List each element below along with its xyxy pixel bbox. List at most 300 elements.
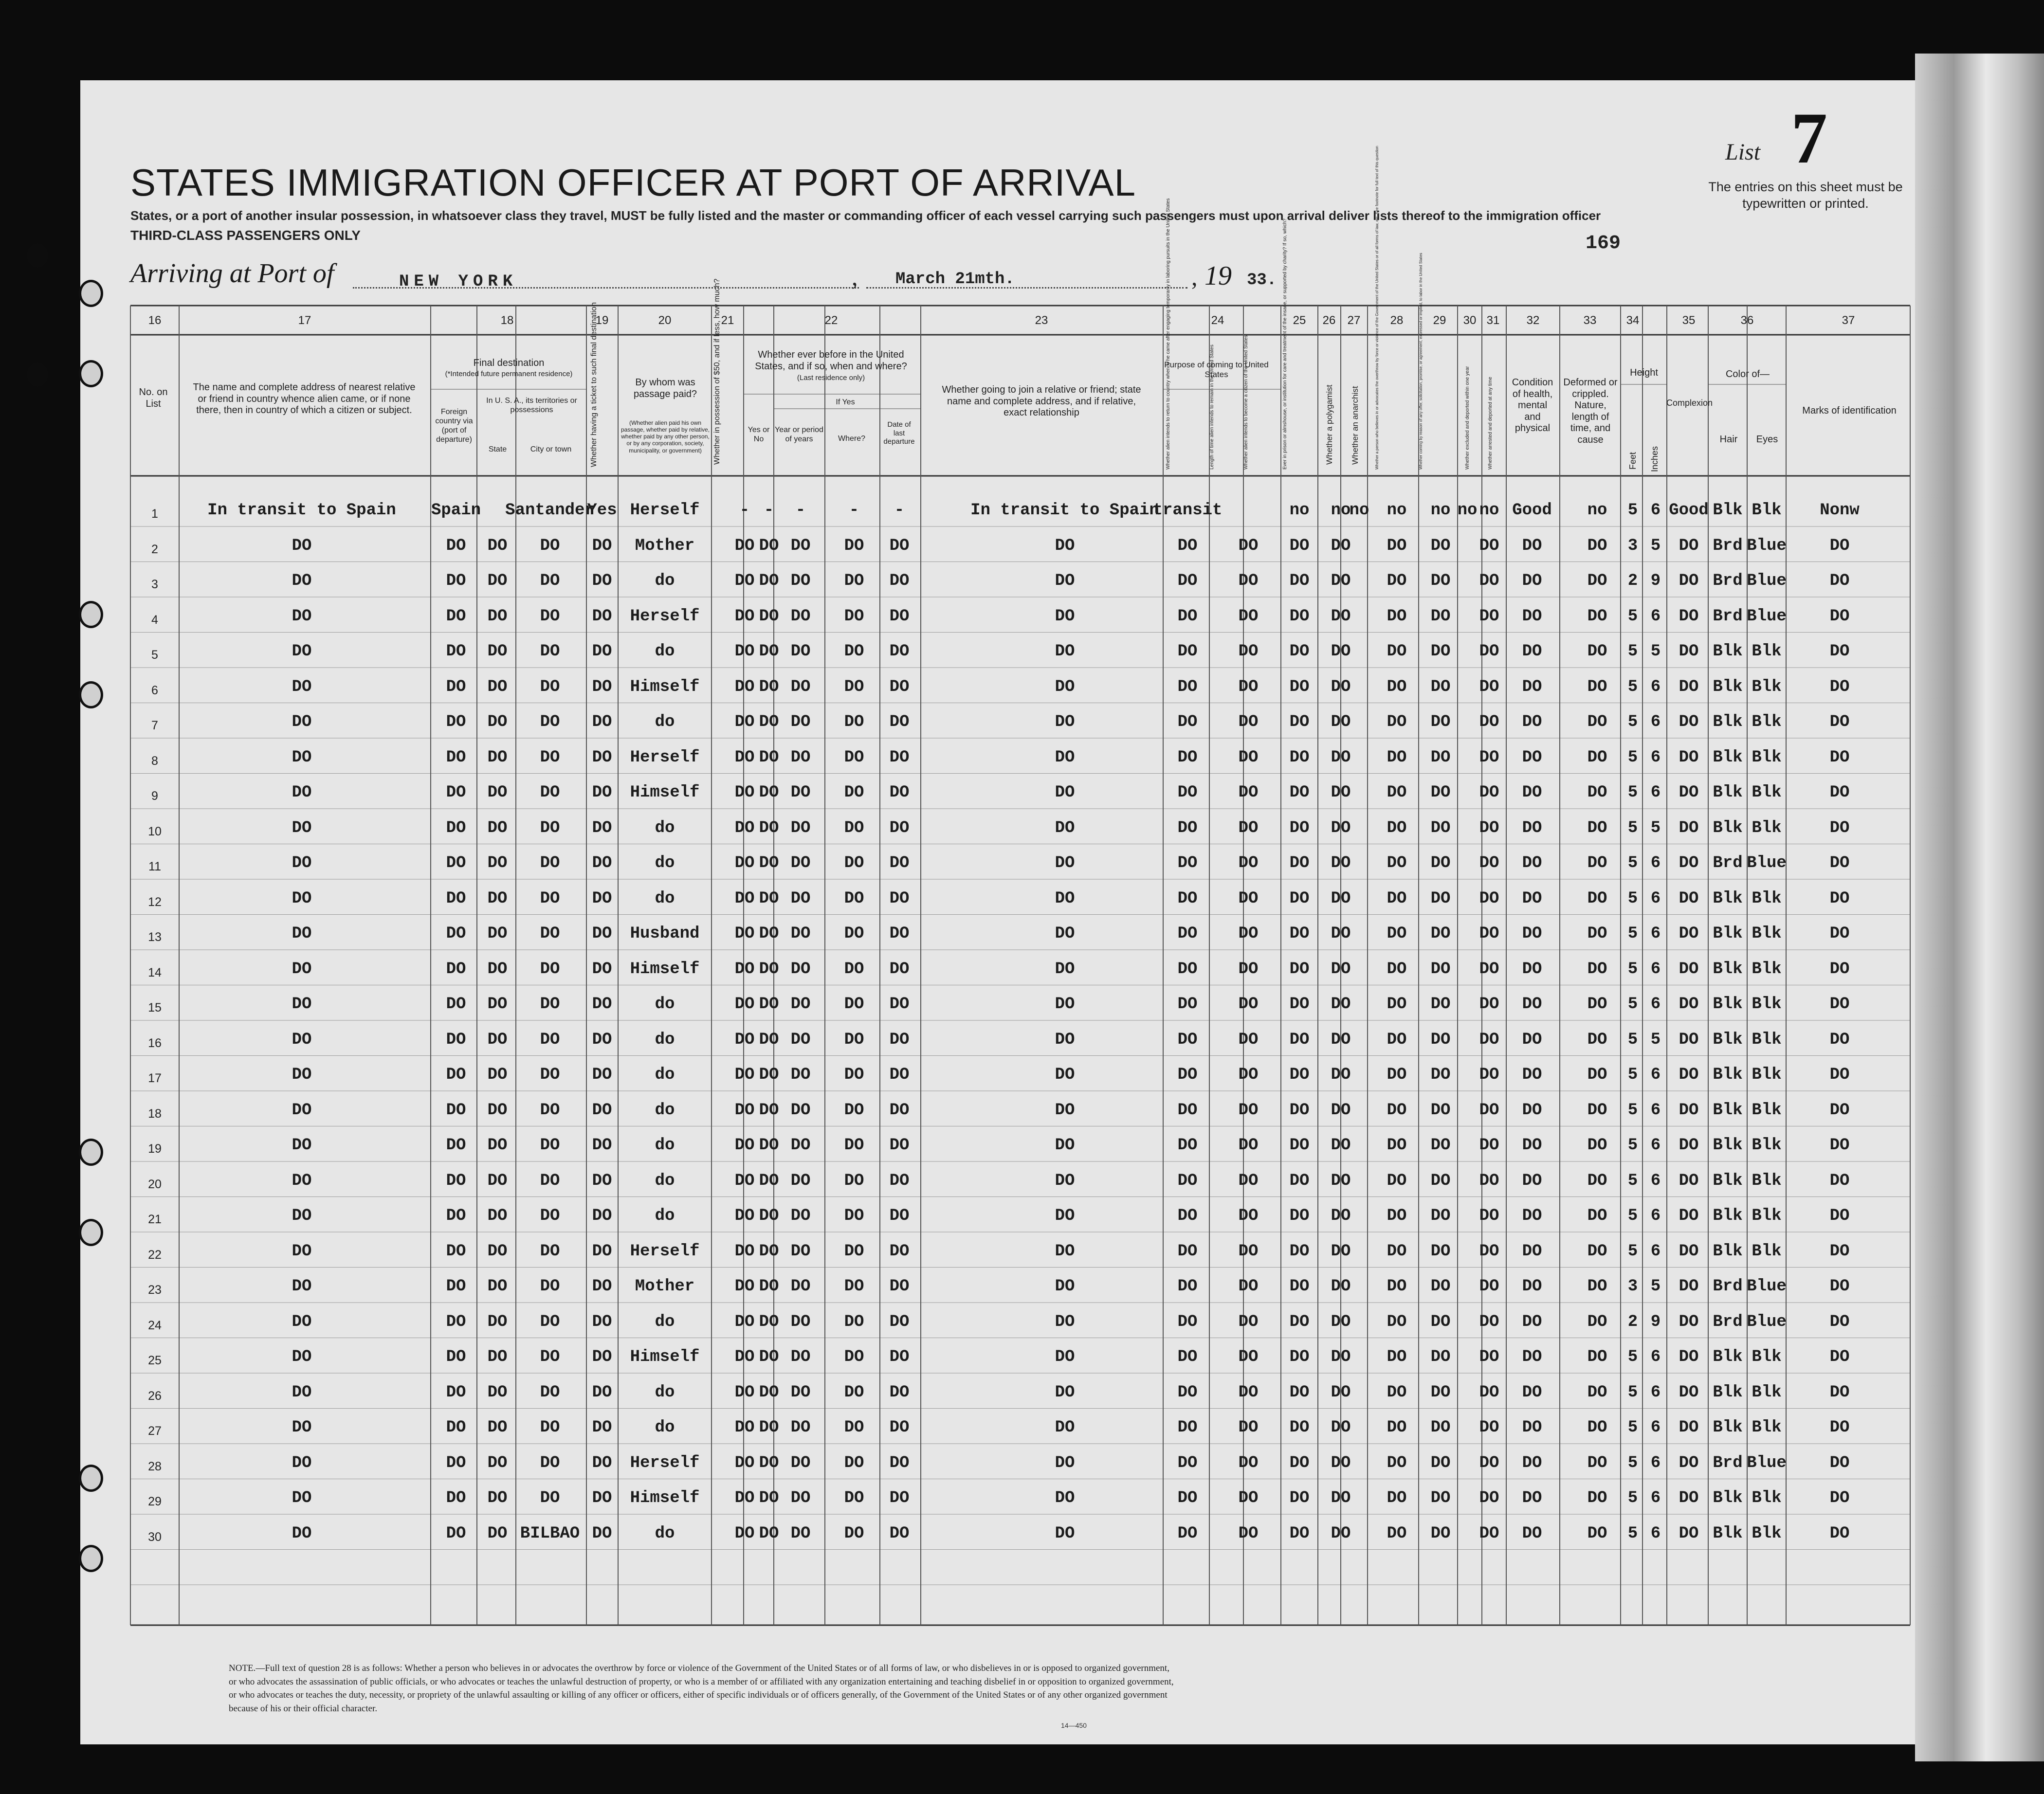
cell-yn: DO <box>759 572 779 590</box>
cell-dt: DO <box>889 572 910 590</box>
cell-q28: DO <box>1387 1242 1407 1261</box>
cell-hair: Blk <box>1713 1418 1743 1437</box>
cell-m: DO <box>734 1030 755 1049</box>
cell-yn: DO <box>759 1066 779 1084</box>
cell-m: DO <box>734 818 755 837</box>
cell-prs: DO <box>1289 818 1310 837</box>
cell-rel: DO <box>292 1312 312 1331</box>
cell-def: DO <box>1587 1418 1607 1437</box>
list-label: List <box>1725 139 1761 165</box>
cell-dt: - <box>894 501 905 520</box>
cell-q28: DO <box>1387 1207 1407 1225</box>
comma: , <box>1191 263 1198 290</box>
cell-st: DO <box>487 1489 508 1507</box>
cell-join: DO <box>1055 1171 1075 1190</box>
cell-def: DO <box>1587 677 1607 696</box>
cell-q28: DO <box>1387 889 1407 908</box>
cell-st: DO <box>487 1277 508 1296</box>
row-number: 13 <box>148 930 162 944</box>
cell-m: DO <box>734 642 755 661</box>
cell-in: 5 <box>1650 1030 1661 1049</box>
cell-rel: DO <box>292 1242 312 1261</box>
cell-q29: DO <box>1430 854 1451 872</box>
column-number: 17 <box>298 314 311 327</box>
cell-ft: 5 <box>1627 1383 1638 1402</box>
cell-prs: DO <box>1289 713 1310 731</box>
header-before-us: Whether ever before in the United States, and if so, when and where? <box>755 349 907 372</box>
cell-wh: DO <box>844 1242 864 1261</box>
cell-hair: Blk <box>1713 1348 1743 1366</box>
cell-pp: do <box>655 1066 675 1084</box>
cell-q28: DO <box>1387 713 1407 731</box>
cell-fc: DO <box>446 889 466 908</box>
cell-q29: DO <box>1430 713 1451 731</box>
cell-m: DO <box>734 607 755 626</box>
cell-prs: DO <box>1289 1136 1310 1155</box>
cell-eye: Blk <box>1752 889 1782 908</box>
cell-tk: DO <box>592 995 612 1014</box>
cell-m: - <box>739 501 750 520</box>
cell-cx: DO <box>1679 1171 1699 1190</box>
cell-ft: 5 <box>1627 1348 1638 1366</box>
cell-ft: 3 <box>1627 1277 1638 1296</box>
cell-in: 5 <box>1650 818 1661 837</box>
column-number: 20 <box>658 314 672 327</box>
cell-p1: DO <box>1177 1030 1198 1049</box>
cell-in: 6 <box>1650 924 1661 943</box>
cell-def: DO <box>1587 1207 1607 1225</box>
cell-wh: DO <box>844 1066 864 1084</box>
cell-hair: Brd <box>1713 1453 1743 1472</box>
cell-wh: DO <box>844 1207 864 1225</box>
cell-rel: DO <box>292 572 312 590</box>
header-q30: Whether excluded and deported within one year <box>1465 366 1470 470</box>
cell-pp: do <box>655 1030 675 1049</box>
cell-def: DO <box>1587 1171 1607 1190</box>
header-q28: Whether a person who believes in or advocates the overthrow by force or violence of the Government of the United States or of all forms of law, etc. See footnote for full text of this question <box>1375 145 1379 470</box>
cell-q31: DO <box>1479 960 1499 979</box>
cell-in: 6 <box>1650 1101 1661 1120</box>
cell-def: DO <box>1587 1524 1607 1543</box>
cell-q31: DO <box>1479 1418 1499 1437</box>
row-number: 2 <box>151 542 158 556</box>
cell-q29: DO <box>1430 783 1451 802</box>
cell-city: DO <box>540 1242 560 1261</box>
cell-hl: DO <box>1522 1277 1542 1296</box>
cell-def: DO <box>1587 889 1607 908</box>
cell-p1: DO <box>1177 713 1198 731</box>
cell-dt: DO <box>889 1418 910 1437</box>
cell-mk: DO <box>1829 677 1850 696</box>
row-number: 30 <box>148 1530 162 1544</box>
cell-p2: DO <box>1238 924 1259 943</box>
cell-p2: DO <box>1238 1207 1259 1225</box>
cell-fc: DO <box>446 1383 466 1402</box>
cell-m: DO <box>734 1312 755 1331</box>
cell-tk: DO <box>592 1171 612 1190</box>
cell-tk: DO <box>592 1524 612 1543</box>
cell-fc: DO <box>446 854 466 872</box>
cell-city: DO <box>540 1277 560 1296</box>
cell-poly: DO <box>1331 995 1351 1014</box>
cell-def: DO <box>1587 1030 1607 1049</box>
cell-eye: Blue <box>1747 607 1787 626</box>
cell-fc: DO <box>446 1066 466 1084</box>
form-number: 14—450 <box>1061 1722 1087 1729</box>
cell-in: 6 <box>1650 1453 1661 1472</box>
column-number: 23 <box>1035 314 1048 327</box>
cell-q29: DO <box>1430 677 1451 696</box>
cell-rel: DO <box>292 1489 312 1507</box>
column-number: 34 <box>1626 314 1640 327</box>
cell-p2: DO <box>1238 713 1259 731</box>
cell-st: DO <box>487 1418 508 1437</box>
cell-q29: DO <box>1430 642 1451 661</box>
cell-prs: DO <box>1289 1242 1310 1261</box>
cell-def: no <box>1587 501 1607 520</box>
cell-ft: 5 <box>1627 889 1638 908</box>
cell-dt: DO <box>889 1524 910 1543</box>
cell-fc: DO <box>446 1277 466 1296</box>
cell-dt: DO <box>889 677 910 696</box>
cell-hl: DO <box>1522 1066 1542 1084</box>
row-number: 15 <box>148 1001 162 1015</box>
cell-p2: DO <box>1238 783 1259 802</box>
row-number: 12 <box>148 895 162 909</box>
cell-pp: Himself <box>630 1348 700 1366</box>
cell-poly: DO <box>1331 1207 1351 1225</box>
cell-yn: DO <box>759 748 779 767</box>
cell-p2: DO <box>1238 1066 1259 1084</box>
cell-st: DO <box>487 1207 508 1225</box>
cell-tk: DO <box>592 607 612 626</box>
cell-hl: DO <box>1522 1207 1542 1225</box>
cell-cx: DO <box>1679 713 1699 731</box>
cell-p1: DO <box>1177 1418 1198 1437</box>
cell-yr: DO <box>790 1066 811 1084</box>
column-number: 22 <box>824 314 838 327</box>
cell-q30: no <box>1457 501 1478 520</box>
cell-wh: DO <box>844 536 864 555</box>
cell-in: 6 <box>1650 995 1661 1014</box>
cell-hair: Blk <box>1713 889 1743 908</box>
cell-in: 6 <box>1650 1348 1661 1366</box>
cell-mk: DO <box>1829 924 1850 943</box>
cell-dt: DO <box>889 1136 910 1155</box>
cell-dt: DO <box>889 960 910 979</box>
cell-eye: Blk <box>1752 1101 1782 1120</box>
cell-def: DO <box>1587 713 1607 731</box>
cell-poly: DO <box>1331 1030 1351 1049</box>
cell-pp: do <box>655 713 675 731</box>
cell-yn: DO <box>759 1171 779 1190</box>
cell-def: DO <box>1587 1312 1607 1331</box>
cell-q28: DO <box>1387 960 1407 979</box>
cell-poly: DO <box>1331 1418 1351 1437</box>
cell-fc: DO <box>446 607 466 626</box>
cell-dt: DO <box>889 1030 910 1049</box>
intro-line: States, or a port of another insular possession, in whatsoever class they travel, MUST be fully listed and the master or commanding officer of each vessel carrying such passengers must upon arrival deliver lists thereof to the immigration officer <box>130 208 1601 223</box>
cell-hair: Blk <box>1713 642 1743 661</box>
cell-join: In transit to Spain <box>970 501 1159 520</box>
cell-join: DO <box>1055 1136 1075 1155</box>
cell-yn: DO <box>759 642 779 661</box>
cell-mk: DO <box>1829 818 1850 837</box>
cell-hair: Blk <box>1713 677 1743 696</box>
cell-yr: DO <box>790 1101 811 1120</box>
cell-ft: 5 <box>1627 1524 1638 1543</box>
cell-st: DO <box>487 1453 508 1472</box>
cell-dt: DO <box>889 1171 910 1190</box>
cell-hair: Brd <box>1713 572 1743 590</box>
cell-m: DO <box>734 713 755 731</box>
cell-yn: DO <box>759 1524 779 1543</box>
cell-q31: DO <box>1479 1171 1499 1190</box>
cell-rel: DO <box>292 1171 312 1190</box>
cell-p1: DO <box>1177 995 1198 1014</box>
cell-yr: DO <box>790 1524 811 1543</box>
header-purpose: Purpose of coming to United States <box>1164 360 1269 380</box>
cell-join: DO <box>1055 889 1075 908</box>
cell-mk: DO <box>1829 889 1850 908</box>
cell-q31: DO <box>1479 677 1499 696</box>
cell-wh: DO <box>844 572 864 590</box>
cell-cx: DO <box>1679 572 1699 590</box>
cell-p1: DO <box>1177 1453 1198 1472</box>
cell-fc: Spain <box>431 501 481 520</box>
cell-p2: DO <box>1238 748 1259 767</box>
cell-q28: DO <box>1387 924 1407 943</box>
cell-tk: DO <box>592 1277 612 1296</box>
row-number: 22 <box>148 1248 162 1262</box>
cell-join: DO <box>1055 854 1075 872</box>
cell-fc: DO <box>446 1453 466 1472</box>
cell-fc: DO <box>446 1171 466 1190</box>
cell-dt: DO <box>889 1312 910 1331</box>
cell-q28: DO <box>1387 1418 1407 1437</box>
cell-prs: DO <box>1289 1101 1310 1120</box>
cell-hair: Brd <box>1713 536 1743 555</box>
column-number: 25 <box>1293 314 1306 327</box>
header-yes-no: Yes or No <box>748 426 770 443</box>
list-number: 7 <box>1791 98 1827 179</box>
cell-pp: Herself <box>630 748 700 767</box>
cell-prs: DO <box>1289 1453 1310 1472</box>
cell-st: DO <box>487 1312 508 1331</box>
cell-dt: DO <box>889 854 910 872</box>
cell-pp: do <box>655 995 675 1014</box>
cell-in: 6 <box>1650 854 1661 872</box>
cell-fc: DO <box>446 1348 466 1366</box>
column-number: 26 <box>1322 314 1336 327</box>
cell-join: DO <box>1055 960 1075 979</box>
cell-fc: DO <box>446 713 466 731</box>
cell-hl: DO <box>1522 924 1542 943</box>
cell-tk: DO <box>592 783 612 802</box>
cell-p1: DO <box>1177 1383 1198 1402</box>
cell-join: DO <box>1055 1207 1075 1225</box>
cell-anar: no <box>1349 501 1369 520</box>
cell-join: DO <box>1055 1348 1075 1366</box>
cell-tk: DO <box>592 1207 612 1225</box>
cell-p1: DO <box>1177 783 1198 802</box>
cell-q28: no <box>1387 501 1407 520</box>
cell-city: DO <box>540 677 560 696</box>
cell-p2: DO <box>1238 818 1259 837</box>
cell-city: DO <box>540 995 560 1014</box>
cell-hl: Good <box>1512 501 1552 520</box>
cell-wh: DO <box>844 748 864 767</box>
cell-m: DO <box>734 748 755 767</box>
cell-rel: DO <box>292 713 312 731</box>
cell-poly: DO <box>1331 1136 1351 1155</box>
cell-hl: DO <box>1522 1489 1542 1507</box>
cell-city: BILBAO <box>520 1524 580 1543</box>
header-foreign-country: Foreign country via (port of departure) <box>435 408 473 444</box>
cell-hl: DO <box>1522 572 1542 590</box>
cell-q31: DO <box>1479 748 1499 767</box>
cell-in: 6 <box>1650 783 1661 802</box>
cell-join: DO <box>1055 995 1075 1014</box>
cell-city: DO <box>540 1101 560 1120</box>
cell-hair: Brd <box>1713 607 1743 626</box>
cell-p2: DO <box>1238 572 1259 590</box>
cell-mk: DO <box>1829 1489 1850 1507</box>
cell-tk: DO <box>592 960 612 979</box>
cell-m: DO <box>734 889 755 908</box>
arrival-date: March 21mth. <box>895 270 1015 289</box>
cell-pp: Himself <box>630 1489 700 1507</box>
cell-yn: DO <box>759 1277 779 1296</box>
cell-p2: DO <box>1238 1453 1259 1472</box>
cell-hair: Blk <box>1713 1066 1743 1084</box>
cell-q31: DO <box>1479 1489 1499 1507</box>
column-number: 30 <box>1463 314 1477 327</box>
cell-wh: DO <box>844 1453 864 1472</box>
cell-def: DO <box>1587 1277 1607 1296</box>
cell-q31: DO <box>1479 1277 1499 1296</box>
cell-q28: DO <box>1387 1489 1407 1507</box>
header-q29: Whether coming by reason of any offer, solicitation, promise, or agreement, expressed or implied, to labor in the United States <box>1419 253 1423 470</box>
cell-eye: Blk <box>1752 1171 1782 1190</box>
cell-p1: transit <box>1152 501 1223 520</box>
cell-q31: DO <box>1479 1207 1499 1225</box>
cell-q31: DO <box>1479 924 1499 943</box>
cell-cx: DO <box>1679 960 1699 979</box>
cell-tk: DO <box>592 1418 612 1437</box>
cell-p2: DO <box>1238 1136 1259 1155</box>
header-deformed: Deformed or crippled. Nature, length of time, and cause <box>1563 377 1618 445</box>
cell-city: DO <box>540 783 560 802</box>
cell-ft: 5 <box>1627 1136 1638 1155</box>
cell-p2: DO <box>1238 854 1259 872</box>
cell-poly: DO <box>1331 889 1351 908</box>
cell-q29: DO <box>1430 1101 1451 1120</box>
cell-p1: DO <box>1177 677 1198 696</box>
cell-eye: Blue <box>1747 854 1787 872</box>
cell-p1: DO <box>1177 1489 1198 1507</box>
cell-join: DO <box>1055 1453 1075 1472</box>
header-purpose-return: Whether alien intends to return to country whence he came after engaging temporarily in laboring pursuits in the United States <box>1166 198 1171 470</box>
cell-fc: DO <box>446 1030 466 1049</box>
cell-st: DO <box>487 1066 508 1084</box>
cell-cx: DO <box>1679 1453 1699 1472</box>
cell-prs: DO <box>1289 642 1310 661</box>
cell-m: DO <box>734 854 755 872</box>
cell-yr: DO <box>790 677 811 696</box>
row-number: 14 <box>148 965 162 979</box>
cell-eye: Blue <box>1747 1453 1787 1472</box>
cell-eye: Blk <box>1752 1242 1782 1261</box>
cell-pp: do <box>655 1136 675 1155</box>
cell-q28: DO <box>1387 1348 1407 1366</box>
cell-mk: DO <box>1829 1383 1850 1402</box>
cell-yr: DO <box>790 995 811 1014</box>
cell-wh: DO <box>844 677 864 696</box>
cell-p2: DO <box>1238 1489 1259 1507</box>
cell-rel: DO <box>292 1207 312 1225</box>
cell-wh: DO <box>844 1101 864 1120</box>
cell-dt: DO <box>889 1489 910 1507</box>
cell-wh: DO <box>844 1348 864 1366</box>
cell-mk: DO <box>1829 748 1850 767</box>
cell-m: DO <box>734 1101 755 1120</box>
row-number: 26 <box>148 1389 162 1403</box>
cell-hair: Blk <box>1713 783 1743 802</box>
cell-join: DO <box>1055 677 1075 696</box>
cell-poly: DO <box>1331 1171 1351 1190</box>
cell-rel: DO <box>292 995 312 1014</box>
cell-q29: DO <box>1430 1242 1451 1261</box>
cell-hl: DO <box>1522 1524 1542 1543</box>
cell-yr: DO <box>790 1312 811 1331</box>
cell-pp: do <box>655 572 675 590</box>
cell-in: 9 <box>1650 1312 1661 1331</box>
cell-q28: DO <box>1387 1066 1407 1084</box>
cell-hair: Blk <box>1713 1030 1743 1049</box>
cell-poly: DO <box>1331 1524 1351 1543</box>
header-q31: Whether arrested and deported at any time <box>1488 377 1493 470</box>
cell-hl: DO <box>1522 1101 1542 1120</box>
cell-join: DO <box>1055 1277 1075 1296</box>
cell-pp: Herself <box>630 1242 700 1261</box>
cell-prs: no <box>1289 501 1310 520</box>
cell-tk: DO <box>592 1101 612 1120</box>
cell-p1: DO <box>1177 1136 1198 1155</box>
cell-q31: DO <box>1479 1453 1499 1472</box>
cell-hl: DO <box>1522 854 1542 872</box>
cell-in: 6 <box>1650 1242 1661 1261</box>
cell-q29: DO <box>1430 995 1451 1014</box>
cell-wh: DO <box>844 1312 864 1331</box>
cell-q29: DO <box>1430 572 1451 590</box>
cell-p1: DO <box>1177 536 1198 555</box>
cell-city: DO <box>540 607 560 626</box>
cell-m: DO <box>734 536 755 555</box>
cell-st: DO <box>487 1242 508 1261</box>
cell-q28: DO <box>1387 1136 1407 1155</box>
cell-mk: DO <box>1829 642 1850 661</box>
cell-cx: DO <box>1679 1242 1699 1261</box>
cell-rel: DO <box>292 1383 312 1402</box>
cell-p2: DO <box>1238 889 1259 908</box>
cell-cx: DO <box>1679 1418 1699 1437</box>
cell-q31: no <box>1479 501 1499 520</box>
cell-city: DO <box>540 924 560 943</box>
cell-city: DO <box>540 889 560 908</box>
cell-m: DO <box>734 1524 755 1543</box>
cell-yn: DO <box>759 1101 779 1120</box>
